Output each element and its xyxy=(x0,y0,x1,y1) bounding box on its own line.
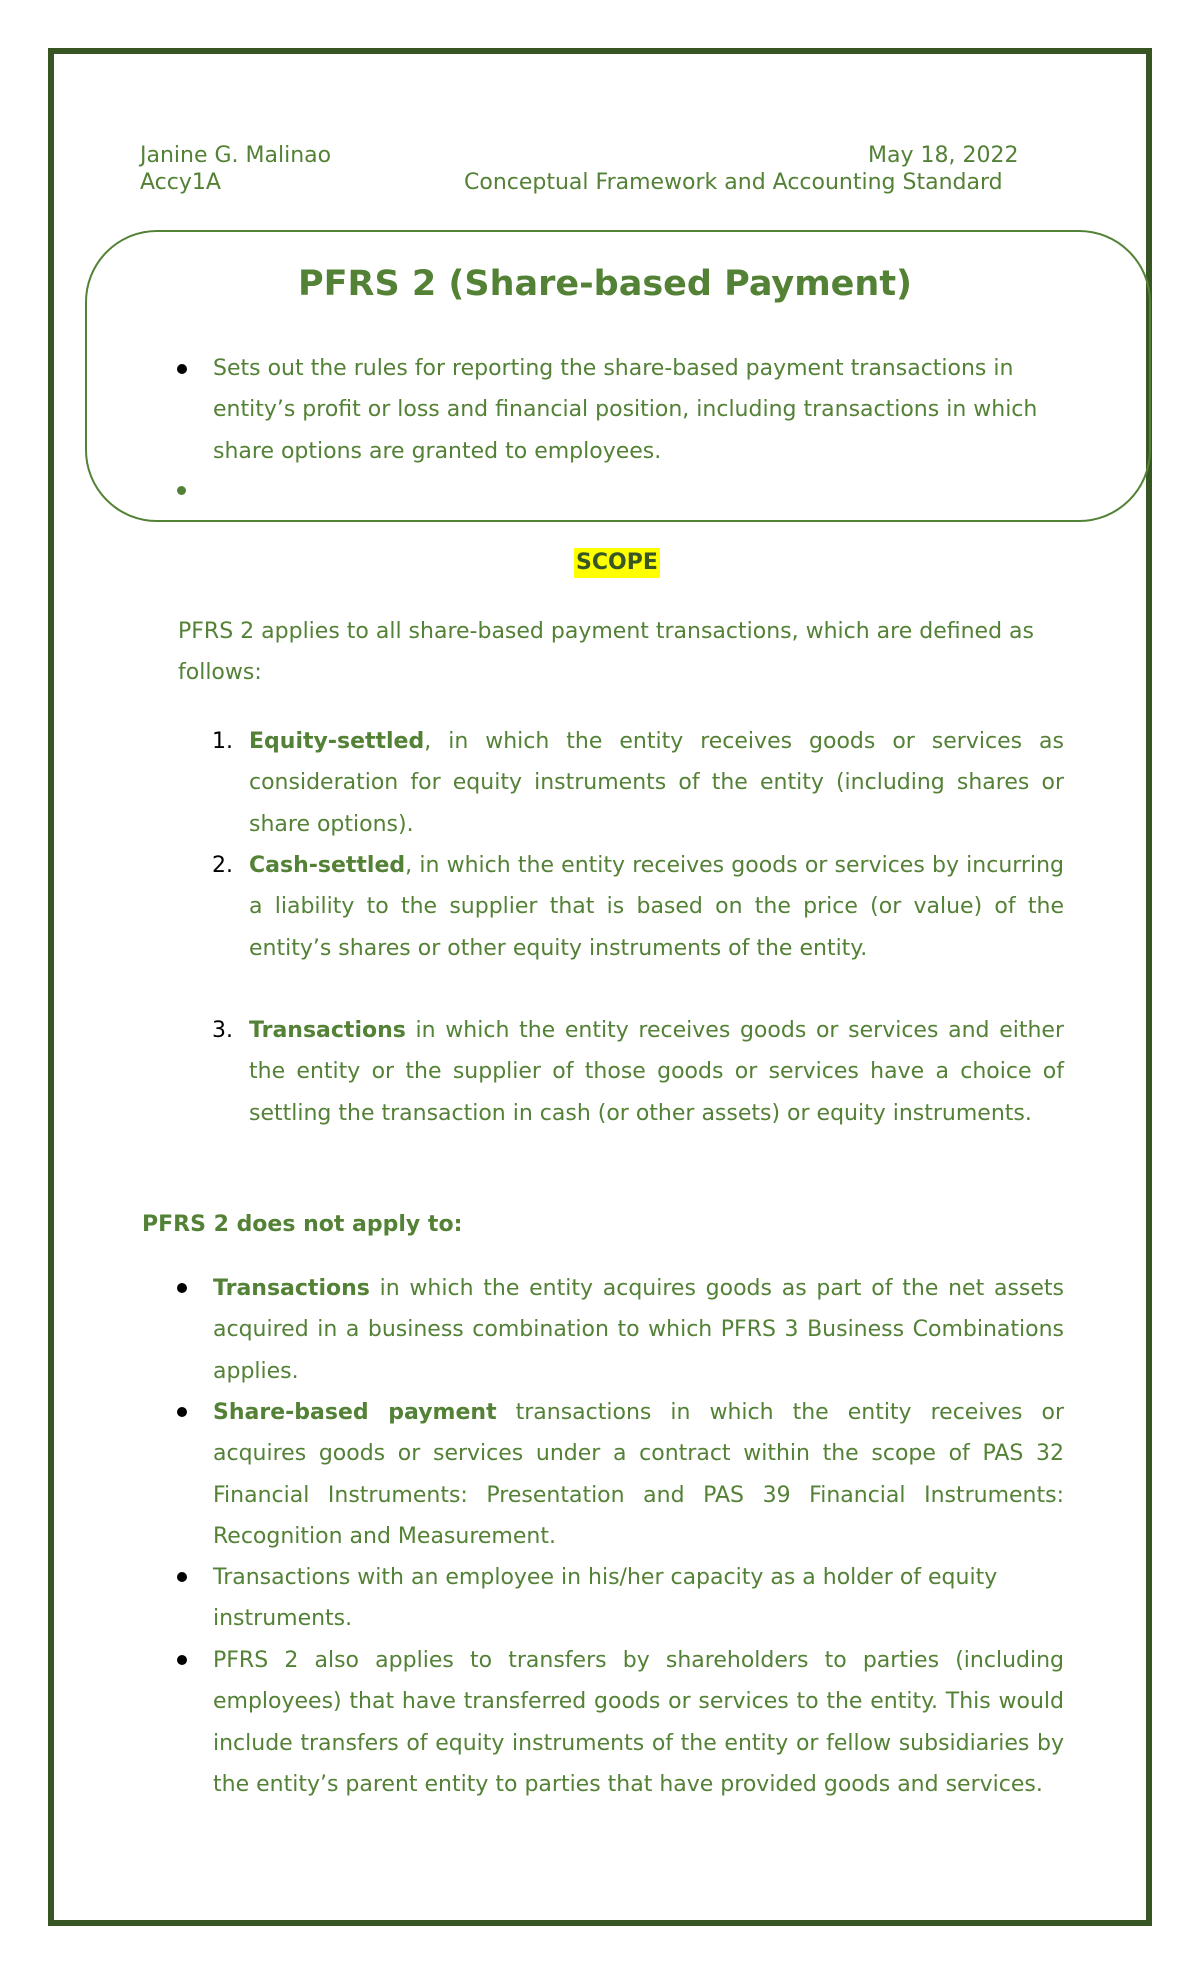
not-apply-item-bold: Transactions xyxy=(213,1276,370,1301)
bullet-icon xyxy=(177,1655,187,1665)
not-apply-heading: PFRS 2 does not apply to: xyxy=(142,1212,463,1237)
not-apply-item xyxy=(213,1557,1064,1640)
empty-bullet-icon xyxy=(177,486,186,495)
author-name: Janine G. Malinao xyxy=(140,143,332,168)
list-number: 3. xyxy=(212,1018,233,1043)
not-apply-item xyxy=(213,1392,1064,1557)
bullet-icon xyxy=(177,1407,187,1417)
not-apply-item-text: PFRS 2 also applies to transfers by shareholders to parties (including employees) that have transferred goods or services to the entity. This would include transfers of equity instruments of the entity or fellow subsidiaries by the entity’s parent entity to parties that have provided goods and services. xyxy=(213,1648,1064,1797)
not-apply-item-bold: Share-based payment xyxy=(213,1400,497,1425)
document-title: PFRS 2 (Share-based Payment) xyxy=(297,264,913,304)
bullet-icon xyxy=(177,364,187,374)
scope-item-bold: Equity-settled xyxy=(249,729,425,754)
not-apply-item xyxy=(213,1640,1064,1805)
scope-item-text: , in which the entity receives goods or services by incurring a liability to the supplier that is based on the price (or value) of the entity’s shares or other equity instruments of the entity. xyxy=(249,853,1064,961)
list-number: 2. xyxy=(212,853,233,878)
scope-item-transactions xyxy=(249,1010,1064,1134)
bullet-icon xyxy=(177,1283,187,1293)
not-apply-item xyxy=(213,1268,1064,1392)
document-date: May 18, 2022 xyxy=(868,143,1019,168)
not-apply-item-text: transactions in which the entity receives or acquires goods or services under a contract within the scope of PAS 32 Financial Instruments: Presentation and PAS 39 Financial Instruments: Recognition and Measurement. xyxy=(213,1400,1064,1549)
scope-heading: SCOPE xyxy=(574,548,660,578)
scope-item-equity-settled xyxy=(249,721,1064,845)
list-number: 1. xyxy=(212,729,233,754)
not-apply-item-text: in which the entity acquires goods as part of the net assets acquired in a business combination to which PFRS 3 Business Combinations applies. xyxy=(213,1276,1064,1384)
subject-title: Conceptual Framework and Accounting Standard xyxy=(464,170,1003,195)
scope-item-bold: Transactions xyxy=(249,1018,406,1043)
scope-intro: PFRS 2 applies to all share-based payment transactions, which are defined as follows: xyxy=(178,619,1034,686)
not-apply-item-text: Transactions with an employee in his/her capacity as a holder of equity instruments. xyxy=(213,1565,998,1632)
course-code: Accy1A xyxy=(140,170,221,195)
title-box-bullet-text: Sets out the rules for reporting the share-based payment transactions in entity’s profit or loss and financial position, including transactions in which share options are granted to employees. xyxy=(213,356,1038,464)
scope-item-text: , in which the entity receives goods or services as consideration for equity instruments of the entity (including shares or share options). xyxy=(249,729,1064,837)
scope-item-text: in which the entity receives goods or services and either the entity or the supplier of those goods or services have a choice of settling the transaction in cash (or other assets) or equity instruments. xyxy=(249,1018,1064,1126)
scope-item-cash-settled xyxy=(249,845,1064,969)
scope-item-bold: Cash-settled xyxy=(249,853,406,878)
bullet-icon xyxy=(177,1572,187,1582)
